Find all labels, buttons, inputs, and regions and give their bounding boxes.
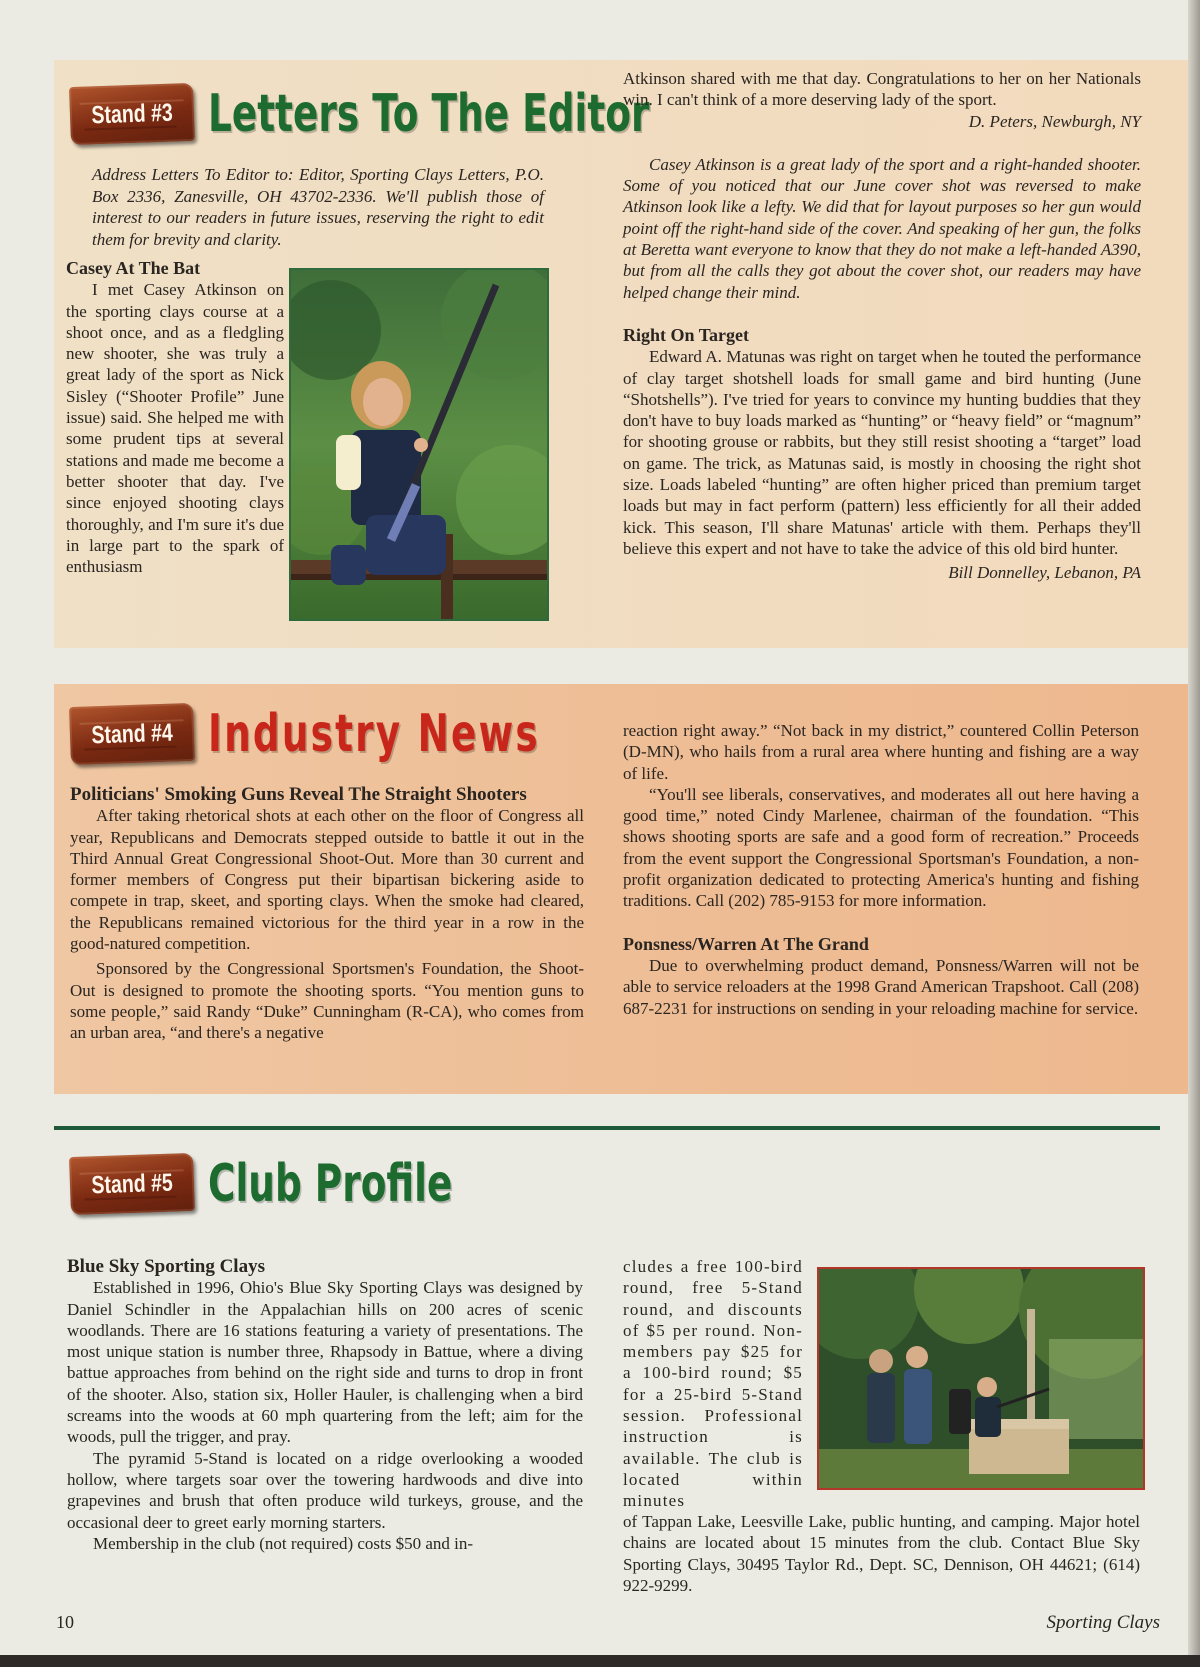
news-right-column xyxy=(623,720,1139,1019)
club-p3: Membership in the club (not required) costs $50 and in- xyxy=(93,1533,474,1553)
club-right-wide xyxy=(623,1511,1140,1596)
stand-5-sign xyxy=(69,1153,195,1215)
club-col2-text: cludes a free 100-bird round, free 5-Stand round, and discounts of $5 per round. Non-members pay $25 for a 100-bird round; $5 for a 25-bird 5-Stand session. Professional instruction is available. The club is located within minutes xyxy=(623,1257,803,1511)
letters-right-column xyxy=(623,68,1141,584)
letter1-heading: Casey At The Bat xyxy=(66,258,201,278)
stand-3-sign xyxy=(69,83,195,145)
story2-heading: Ponsness/Warren At The Grand xyxy=(623,933,869,954)
letters-intro-text: Address Letters To Editor to: Editor, Sporting Clays Letters, P.O. Box 2336, Zanesville, OH 43702-2336. We'll publish those of interest to our readers in future issues, reserving the right to edit them for brevity and clarity. xyxy=(92,165,544,249)
letters-intro xyxy=(92,164,544,250)
club-p2: The pyramid 5-Stand is located on a ridge overlooking a wooded hollow, where targets soar over the towering hardwoods and dive into grapevines and brush that often produce wild turkeys, grouse, and the occasional deer to greet early morning starters. xyxy=(67,1448,583,1532)
story1-p2-continued: reaction right away.” “Not back in my district,” countered Collin Peterson (D-MN), who hails from a rural area where hunting and fishing are a way of life. xyxy=(623,721,1139,783)
letter2-body: Edward A. Matunas was right on target when he touted the performance of clay target shotshell loads for small game and bird hunting (June “Shotshells”). I've tried for years to convince my hunting buddies that they don't have to buy loads marked as “hunting” or “heavy field” or “magnum” for shooting grouse or rabbits, but they still resist shooting a “target” load on game. The trick, as Matunas said, is mostly in choosing the right shot size. Loads labeled “hunting” are often higher priced than premium target loads but may in fact perform (pattern) less efficiently for all their added kick. This season, I'll share Matunas' article with them. Perhaps they'll believe this expert and not have to take the advice of this old bird hunter. xyxy=(623,347,1141,558)
story1-p1: After taking rhetorical shots at each other on the floor of Congress all year, Republicans and Democrats stepped outside to battle it out in the Third Annual Great Congressional Shoot-Out. More than 30 current and former members of Congress put their bipartisan bickering aside to compete in trap, skeet, and sporting clays. When the smoke had cleared, the Republicans remained victorious for the third year in a row in the good-natured competition. xyxy=(70,806,584,954)
club-p1: Established in 1996, Ohio's Blue Sky Sporting Clays was designed by Daniel Schindler in the Appalachian hills on 200 acres of scenic woodlands. There are 16 stations featuring a variety of presentations. The most unique station is number three, Rhapsody in Battue, where a diving battue approaches from behind on the right side and turns to drop in front of the shooter. Also, station six, Holler Hauler, is challenging when a bird screams into the woods at 60 mph quartering from the left; aim for the woods, pull the trigger, and pray. xyxy=(67,1278,583,1447)
stand-4-label: Stand #4 xyxy=(90,718,174,749)
letter1-column xyxy=(66,258,284,577)
page-edge-shadow xyxy=(1188,0,1200,1667)
casey-atkinson-photo xyxy=(289,268,549,621)
letter2-heading: Right On Target xyxy=(623,324,750,345)
magazine-name: Sporting Clays xyxy=(1046,1612,1160,1633)
club-heading: Blue Sky Sporting Clays xyxy=(67,1256,265,1277)
stand-5-label: Stand #5 xyxy=(90,1168,174,1199)
club-header xyxy=(70,1154,547,1214)
stand-3-label: Stand #3 xyxy=(90,98,174,129)
club-col2-rest: of Tappan Lake, Leesville Lake, public hunting, and camping. Major hotel chains are located about 15 minutes from the club. Contact Blue Sky Sporting Clays, 30495 Taylor Rd., Dept. SC, Dennison, OH 44621; (614) 922-9299. xyxy=(623,1512,1140,1595)
letters-title: Letters To The Editor xyxy=(208,84,650,144)
letter1-continued: Atkinson shared with me that day. Congratulations to her on her Nationals win. I can't think of a more deserving lady of the sport. xyxy=(623,69,1141,110)
story1-p2: Sponsored by the Congressional Sportsmen's Foundation, the Shoot-Out is designed to promote the shooting sports. “You mention guns to some people,” said Randy “Duke” Cunningham (R-CA), who comes from an urban area, “and there's a negative xyxy=(70,959,584,1043)
news-left-column xyxy=(70,784,584,1044)
club-title: Club Profile xyxy=(208,1154,453,1214)
club-right-narrow xyxy=(623,1256,803,1512)
stand-4-sign xyxy=(69,703,195,765)
story1-heading: Politicians' Smoking Guns Reveal The Straight Shooters xyxy=(70,784,527,805)
blue-sky-club-photo xyxy=(817,1267,1145,1490)
editor-note: Casey Atkinson is a great lady of the sport and a right-handed shooter. Some of you noticed that our June cover shot was reversed to make Atkinson look like a lefty. We did that for layout purposes so her gun would point off the right-hand side of the cover. And speaking of her gun, the folks at Beretta want everyone to know that they do not make a left-handed A390, but from all the calls they got about the cover shot, our readers may have helped change their mind. xyxy=(623,154,1141,302)
news-title: Industry News xyxy=(208,704,540,764)
letter2-signature: Bill Donnelley, Lebanon, PA xyxy=(948,563,1141,583)
page-number: 10 xyxy=(56,1612,74,1632)
letter1-body: I met Casey Atkinson on the sporting clays course at a shoot once, and as a fledgling new shooter, she was truly a great lady of the sport as Nick Sisley (“Shooter Profile” June issue) said. She helped me with some prudent tips at several stations and made me become a better shooter that day. I've since enjoyed shooting clays thoroughly, and I'm sure it's due in large part to the spark of enthusiasm xyxy=(66,280,284,577)
scan-bottom-edge xyxy=(0,1655,1200,1667)
section-divider xyxy=(54,1126,1160,1130)
story2-body: Due to overwhelming product demand, Ponsness/Warren will not be able to service reloaders at the 1998 Grand American Trapshoot. Call (208) 687-2231 for instructions on sending in your reloading machine for service. xyxy=(623,955,1139,1018)
letter1-signature: D. Peters, Newburgh, NY xyxy=(968,111,1141,131)
story1-p3: “You'll see liberals, conservatives, and moderates all out here having a good time,” noted Cindy Marlenee, chairman of the foundation. “This shows shooting sports are safe and a good form of recreation.” Proceeds from the event support the Congressional Sportsman's Foundation, a non-profit organization dedicated to protecting America's hunting and fishing traditions. Call (202) 785-9153 for more information. xyxy=(623,784,1139,911)
news-header xyxy=(70,704,669,764)
club-left-column xyxy=(67,1256,583,1554)
